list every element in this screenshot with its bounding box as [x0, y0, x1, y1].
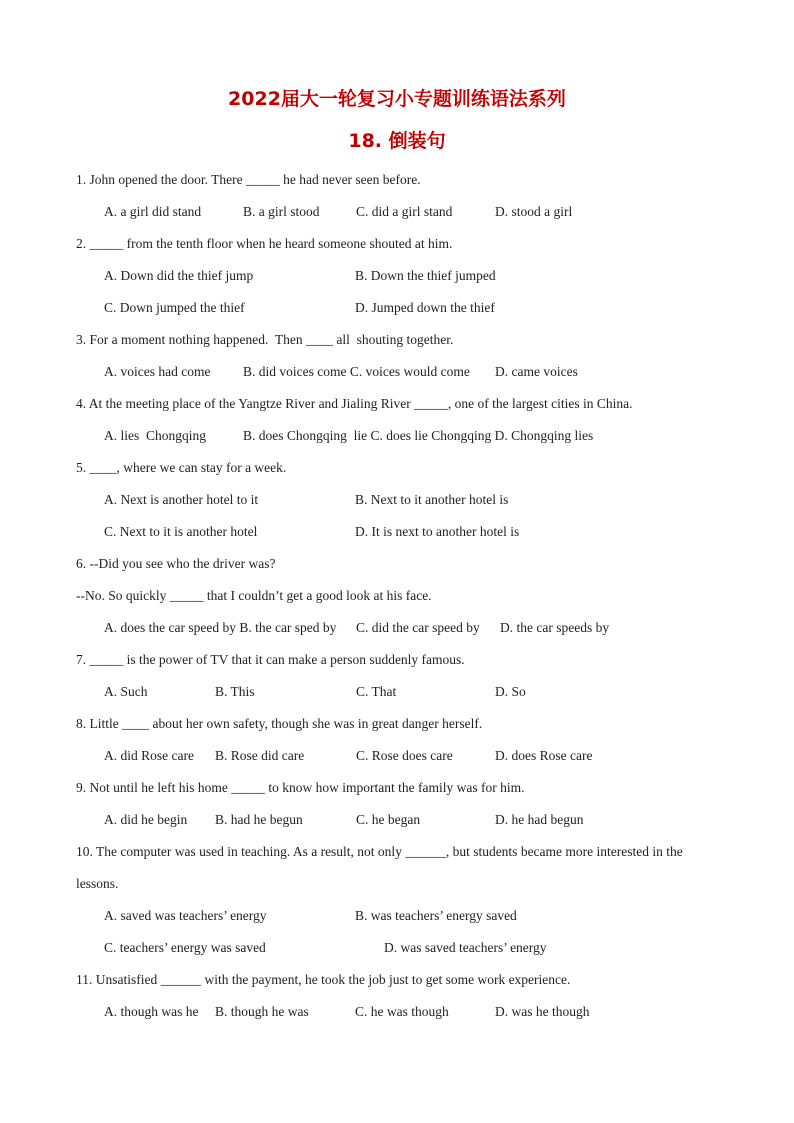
q7-option-d: D. So — [495, 684, 526, 699]
q7-option-a: A. Such — [104, 684, 148, 699]
q5-option-a: A. Next is another hotel to it — [104, 492, 259, 507]
question-8: 8. Little ____ about her own safety, though she was in great danger herself. — [76, 716, 483, 731]
question-6: 6. --Did you see who the driver was? — [76, 556, 276, 571]
q2-option-a: A. Down did the thief jump — [104, 268, 254, 283]
q8-option-d: D. does Rose care — [495, 748, 593, 763]
q8-option-a: A. did Rose care — [104, 748, 194, 763]
q9-option-c: C. he began — [356, 812, 421, 827]
q8-option-c: C. Rose does care — [356, 748, 453, 763]
q1-option-b: B. a girl stood — [243, 204, 320, 219]
q4-option-bcd: B. does Chongqing lie C. does lie Chongqing D. Chongqing lies — [243, 428, 594, 443]
document-title: 2022届大一轮复习小专题训练语法系列 — [228, 88, 566, 110]
question-7: 7. _____ is the power of TV that it can make a person suddenly famous. — [76, 652, 465, 667]
document-subtitle: 18. 倒装句 — [348, 130, 446, 152]
q5-option-b: B. Next to it another hotel is — [355, 492, 509, 507]
question-4: 4. At the meeting place of the Yangtze River and Jialing River _____, one of the largest cities in China. — [76, 396, 633, 411]
q10-option-a: A. saved was teachers’ energy — [104, 908, 267, 923]
question-2: 2. _____ from the tenth floor when he heard someone shouted at him. — [76, 236, 453, 251]
q11-option-b: B. though he was — [215, 1004, 309, 1019]
q6-option-ab: A. does the car speed by B. the car sped by — [104, 620, 337, 635]
q2-option-d: D. Jumped down the thief — [355, 300, 495, 315]
q3-option-bc: B. did voices come C. voices would come — [243, 364, 470, 379]
q10-option-d: D. was saved teachers’ energy — [384, 940, 547, 955]
q1-option-c: C. did a girl stand — [356, 204, 453, 219]
q1-option-a: A. a girl did stand — [104, 204, 202, 219]
q7-option-c: C. That — [356, 684, 397, 699]
question-6-reply: --No. So quickly _____ that I couldn’t get a good look at his face. — [76, 588, 432, 603]
q10-option-c: C. teachers’ energy was saved — [104, 940, 266, 955]
question-9: 9. Not until he left his home _____ to know how important the family was for him. — [76, 780, 525, 795]
q6-option-d: D. the car speeds by — [500, 620, 610, 635]
q11-option-c: C. he was though — [355, 1004, 449, 1019]
q4-option-a: A. lies Chongqing — [104, 428, 207, 443]
q9-option-b: B. had he begun — [215, 812, 303, 827]
question-5: 5. ____, where we can stay for a week. — [76, 460, 287, 475]
q3-option-d: D. came voices — [495, 364, 578, 379]
q9-option-d: D. he had begun — [495, 812, 584, 827]
question-3: 3. For a moment nothing happened. Then ____ all shouting together. — [76, 332, 454, 347]
q5-option-d: D. It is next to another hotel is — [355, 524, 520, 539]
question-1: 1. John opened the door. There _____ he had never seen before. — [76, 172, 421, 187]
q8-option-b: B. Rose did care — [215, 748, 305, 763]
q6-option-c: C. did the car speed by — [356, 620, 480, 635]
q5-option-c: C. Next to it is another hotel — [104, 524, 258, 539]
q9-option-a: A. did he begin — [104, 812, 188, 827]
q2-option-b: B. Down the thief jumped — [355, 268, 496, 283]
question-10-continued: lessons. — [76, 876, 119, 891]
q10-option-b: B. was teachers’ energy saved — [355, 908, 517, 923]
question-11: 11. Unsatisfied ______ with the payment, he took the job just to get some work experience. — [76, 972, 571, 987]
q11-option-a: A. though was he — [104, 1004, 199, 1019]
question-10: 10. The computer was used in teaching. As a result, not only ______, but students became more interested in the — [76, 844, 683, 859]
q11-option-d: D. was he though — [495, 1004, 590, 1019]
q1-option-d: D. stood a girl — [495, 204, 573, 219]
q3-option-a: A. voices had come — [104, 364, 211, 379]
q7-option-b: B. This — [215, 684, 255, 699]
q2-option-c: C. Down jumped the thief — [104, 300, 245, 315]
